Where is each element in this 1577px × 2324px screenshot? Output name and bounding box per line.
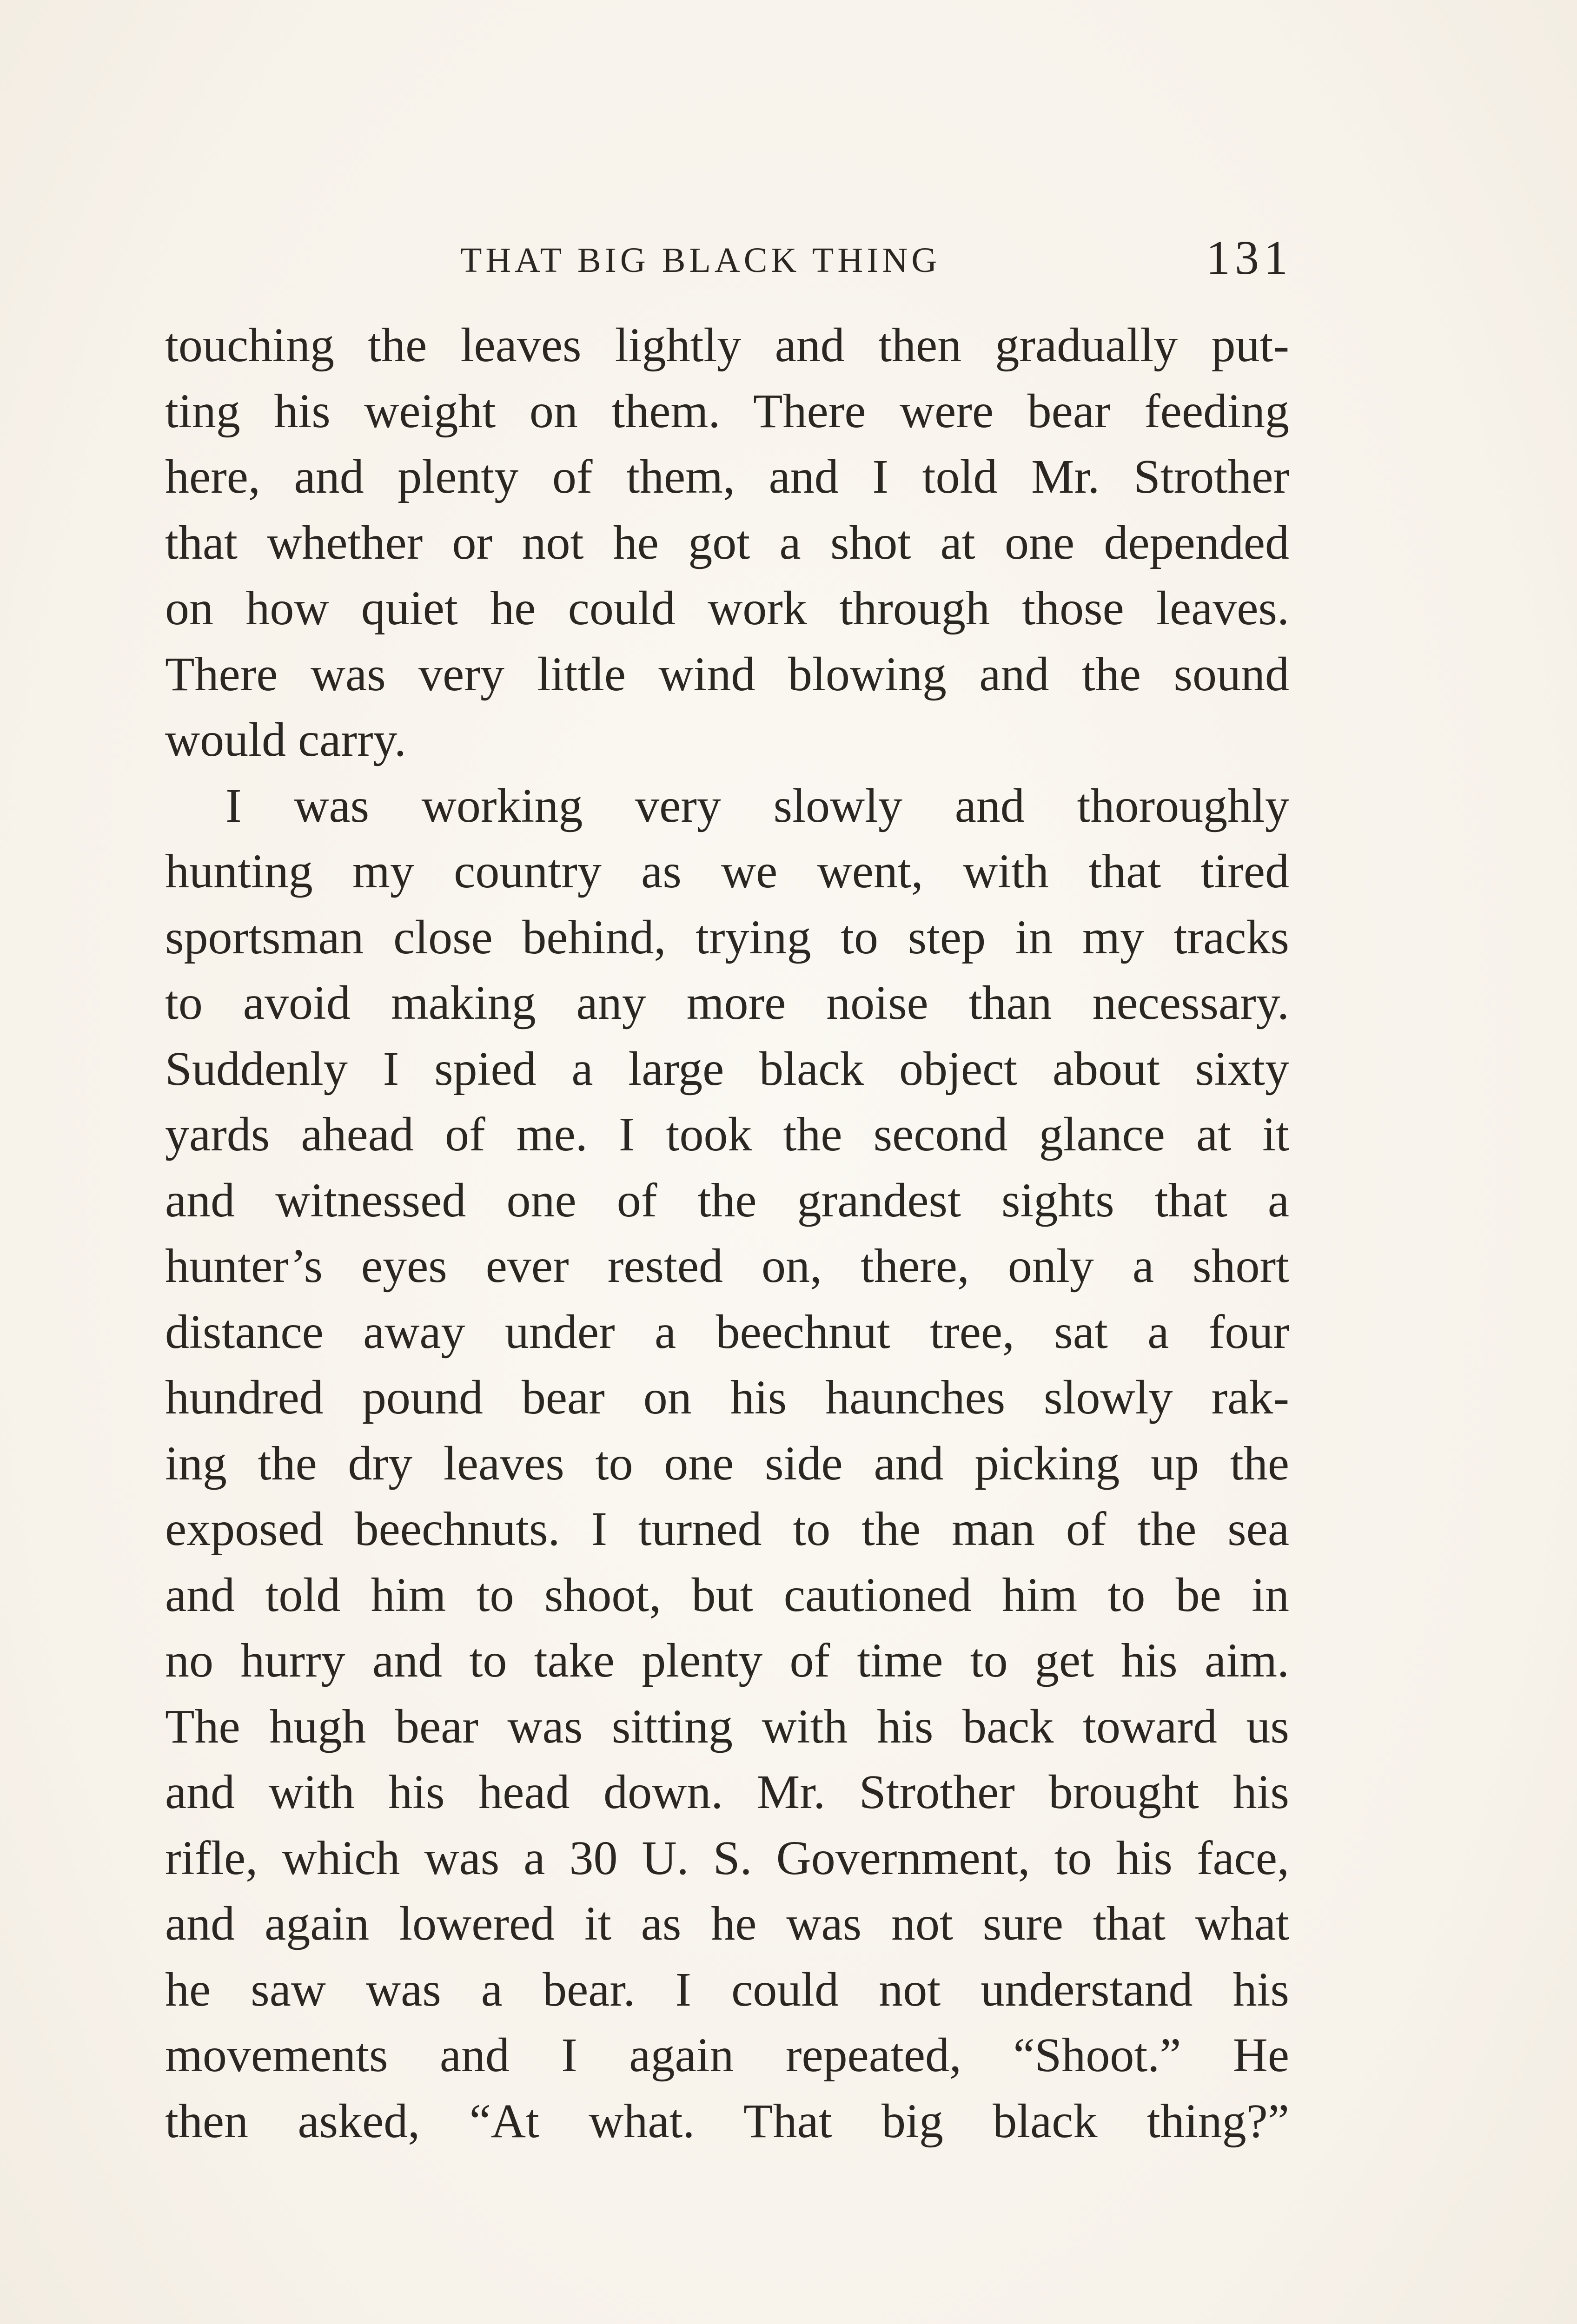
text-line: hunting my country as we went, with that tired (165, 845, 1289, 898)
text-line: The hugh bear was sitting with his back toward us (165, 1699, 1289, 1753)
text-line: movements and I again repeated, “Shoot.” He (165, 2028, 1289, 2082)
text-line: sportsman close behind, trying to step in my tracks (165, 910, 1289, 964)
text-line: hundred pound bear on his haunches slowly rak- (165, 1371, 1289, 1424)
text-line: he saw was a bear. I could not understand his (165, 1962, 1289, 2016)
text-line: ing the dry leaves to one side and picking up the (165, 1436, 1289, 1490)
text-line: Suddenly I spied a large black object about sixty (165, 1042, 1289, 1096)
page-number: 131 (1206, 231, 1292, 284)
text-line: on how quiet he could work through those leaves. (165, 581, 1289, 635)
text-line: and with his head down. Mr. Strother brought his (165, 1765, 1289, 1819)
text-line: rifle, which was a 30 U. S. Government, to his face, (165, 1831, 1289, 1885)
text-line: exposed beechnuts. I turned to the man of the sea (165, 1502, 1289, 1556)
text-line: There was very little wind blowing and the sound (165, 647, 1289, 701)
text-line: I was working very slowly and thoroughly (225, 779, 1289, 832)
running-head (167, 230, 1292, 290)
text-line: hunter’s eyes ever rested on, there, only a short (165, 1239, 1289, 1293)
text-line: that whether or not he got a shot at one depended (165, 515, 1289, 569)
text-line: would carry. (165, 713, 406, 766)
text-line: touching the leaves lightly and then gradually put- (165, 318, 1289, 372)
body-text (165, 312, 1289, 2154)
text-line: here, and plenty of them, and I told Mr. Strother (165, 450, 1289, 503)
text-line: to avoid making any more noise than necessary. (165, 976, 1289, 1030)
running-title: THAT BIG BLACK THING (460, 241, 941, 280)
text-line: ting his weight on them. There were bear feeding (165, 384, 1289, 438)
text-line: no hurry and to take plenty of time to get his aim. (165, 1634, 1289, 1687)
text-line: yards ahead of me. I took the second glance at it (165, 1108, 1289, 1161)
text-line: distance away under a beechnut tree, sat a four (165, 1305, 1289, 1359)
text-line: and witnessed one of the grandest sights that a (165, 1173, 1289, 1227)
text-line: then asked, “At what. That big black thing?” (165, 2094, 1289, 2148)
text-line: and again lowered it as he was not sure that what (165, 1897, 1289, 1950)
text-line: and told him to shoot, but cautioned him to be in (165, 1568, 1289, 1622)
